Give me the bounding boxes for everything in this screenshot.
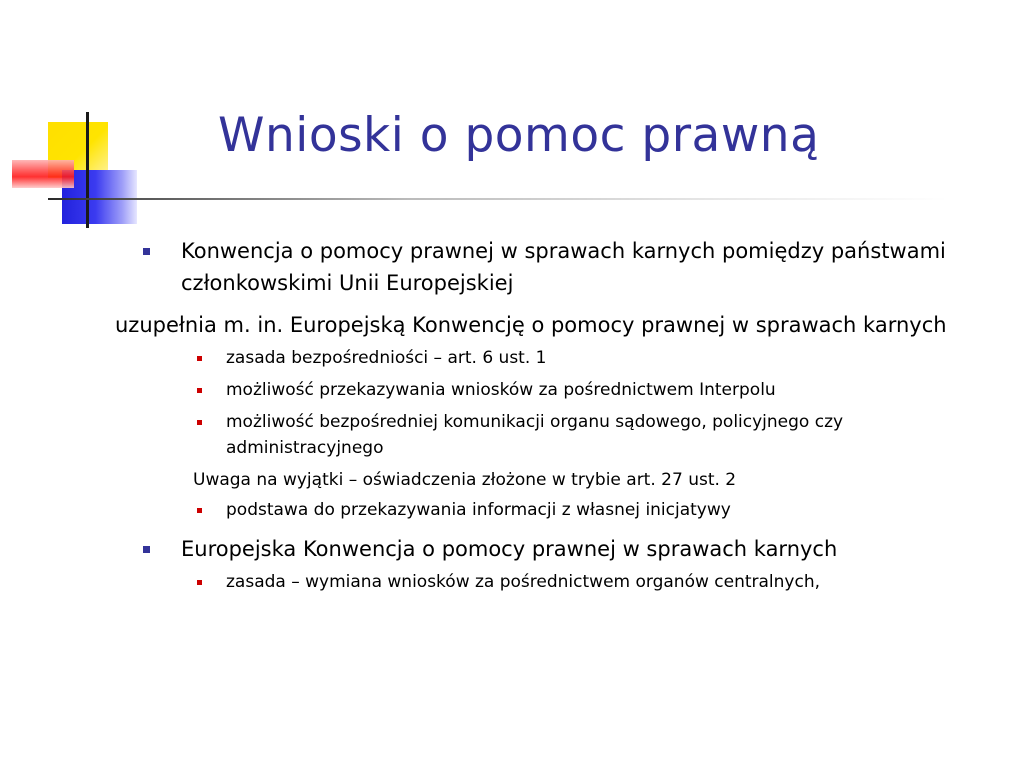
list-item-text: możliwość przekazywania wniosków za pośrednictwem Interpolu bbox=[226, 380, 776, 400]
list-item-text: Uwaga na wyjątki – oświadczenia złożone w trybie art. 27 ust. 2 bbox=[193, 470, 737, 490]
list-item bbox=[115, 533, 995, 565]
square-bullet-icon bbox=[197, 388, 202, 393]
list-item-text: zasada bezpośredniości – art. 6 ust. 1 bbox=[226, 348, 547, 368]
red-bar bbox=[12, 160, 74, 188]
list-item-text: podstawa do przekazywania informacji z własnej inicjatywy bbox=[226, 500, 731, 520]
vertical-divider bbox=[86, 112, 89, 228]
square-bullet-icon bbox=[197, 420, 202, 425]
list-item-text: Konwencja o pomocy prawnej w sprawach karnych pomiędzy państwami członkowskimi Unii Europejskiej bbox=[181, 239, 946, 295]
square-bullet-icon bbox=[197, 508, 202, 513]
square-bullet-icon bbox=[143, 546, 150, 553]
list-item-text: możliwość bezpośredniej komunikacji organu sądowego, policyjnego czy administracyjnego bbox=[226, 412, 844, 458]
list-item bbox=[115, 309, 995, 341]
sub-list-item bbox=[115, 569, 995, 595]
sub-list-item bbox=[115, 467, 995, 493]
slide-title: Wnioski o pomoc prawną bbox=[218, 108, 820, 163]
list-item-text: Europejska Konwencja o pomocy prawnej w sprawach karnych bbox=[181, 537, 838, 561]
sub-list-item bbox=[115, 377, 995, 403]
square-bullet-icon bbox=[143, 248, 150, 255]
slide-content bbox=[115, 235, 995, 601]
list-item-text: zasada – wymiana wniosków za pośrednictwem organów centralnych, bbox=[226, 572, 821, 592]
list-item bbox=[115, 235, 995, 299]
list-item-text: uzupełnia m. in. Europejską Konwencję o pomocy prawnej w sprawach karnych bbox=[115, 313, 947, 337]
sub-list-item bbox=[115, 409, 995, 461]
title-underline bbox=[48, 198, 948, 200]
square-bullet-icon bbox=[197, 580, 202, 585]
square-bullet-icon bbox=[197, 356, 202, 361]
sub-list-item bbox=[115, 345, 995, 371]
sub-list-item bbox=[115, 497, 995, 523]
decorative-squares-graphic bbox=[0, 100, 150, 230]
